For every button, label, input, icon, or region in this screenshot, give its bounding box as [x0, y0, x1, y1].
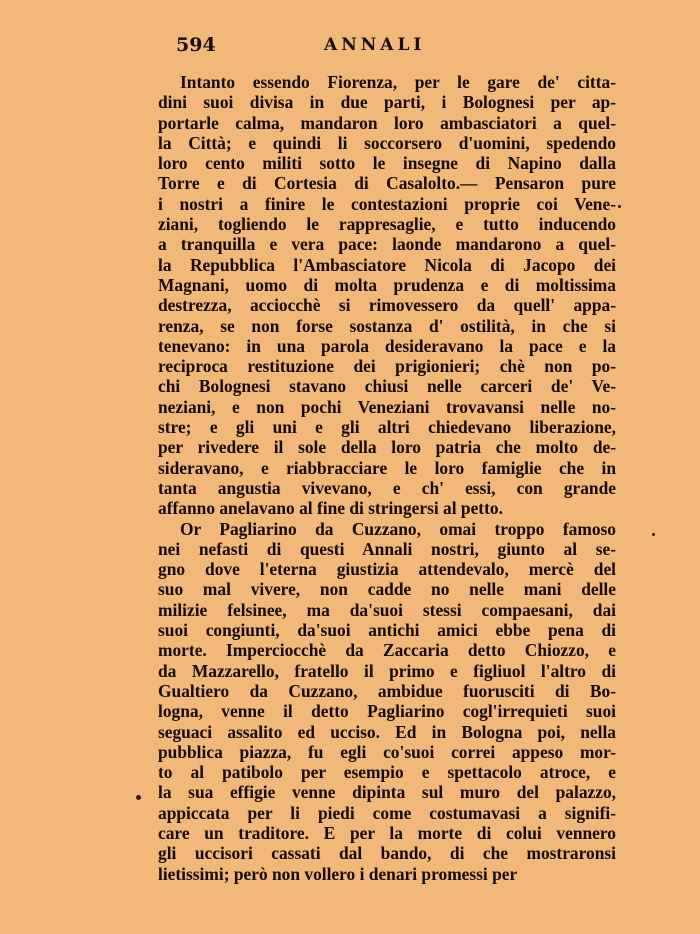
paragraph — [158, 72, 616, 519]
text-line: neziani, e non pochi Veneziani trovavansi nelle no- — [158, 396, 616, 417]
text-line: care un traditore. E per la morte di colui vennero — [158, 822, 616, 843]
text-line: dini suoi divisa in due parti, i Bolognesi per ap- — [158, 92, 616, 113]
page-number: 594 — [176, 34, 216, 56]
running-title: ANNALI — [324, 35, 426, 55]
text-line: renza, se non forse sostanza d' ostilità, in che si — [158, 315, 616, 336]
text-line: loro cento militi sotto le insegne di Napino dalla — [158, 153, 616, 174]
text-line: per rivedere il sole della loro patria che molto de- — [158, 437, 616, 458]
page-body-text — [158, 72, 616, 884]
text-line: destrezza, acciocchè si rimovessero da quell' appa- — [158, 295, 616, 316]
text-line: seguaci assalito ed ucciso. Ed in Bologna poi, nella — [158, 721, 616, 742]
text-line: reciproca restituzione dei prigionieri; chè non po- — [158, 356, 616, 377]
text-line: tenevano: in una parola desideravano la pace e la — [158, 335, 616, 356]
text-line: to al patibolo per esempio e spettacolo atroce, e — [158, 762, 616, 783]
text-line: chi Bolognesi stavano chiusi nelle carceri de' Ve- — [158, 376, 616, 397]
text-line: la Repubblica l'Ambasciatore Nicola di Jacopo dei — [158, 254, 616, 275]
text-line: appiccata per li piedi come costumavasi a signifi- — [158, 802, 616, 823]
text-line: stre; e gli uni e gli altri chiedevano liberazione, — [158, 417, 616, 438]
paragraph — [158, 519, 616, 884]
text-line: pubblica piazza, fu egli co'suoi correi appeso mor- — [158, 741, 616, 762]
text-line: lietissimi; però non vollero i denari promessi per — [158, 863, 518, 884]
paper-speck — [652, 533, 655, 536]
text-line: logna, venne il detto Pagliarino cogl'irrequieti suoi — [158, 701, 616, 722]
text-line: gli uccisori cassati dal bando, di che mostraronsi — [158, 843, 616, 864]
text-line: da Mazzarello, fratello il primo e figliuol l'altro di — [158, 660, 616, 681]
text-line: affanno anelavano al fine di stringersi al petto. — [158, 498, 503, 519]
text-line: i nostri a finire le contestazioni proprie coi Vene- — [158, 193, 616, 214]
page-header — [176, 34, 616, 64]
paper-speck — [136, 795, 141, 800]
text-line: nei nefasti di questi Annali nostri, giunto al se- — [158, 538, 616, 559]
text-line: Intanto essendo Fiorenza, per le gare de' citta- — [180, 72, 616, 92]
text-line: morte. Imperciocchè da Zaccaria detto Chiozzo, e — [158, 640, 616, 661]
text-line: suoi congiunti, da'suoi antichi amici ebbe pena di — [158, 620, 616, 641]
paper-speck — [618, 205, 621, 208]
text-line: portarle calma, mandaron loro ambasciatori a quel- — [158, 112, 616, 133]
text-line: Torre e di Cortesia di Casalolto.— Pensaron pure — [158, 173, 616, 194]
text-line: tanta angustia vivevano, e ch' essi, con grande — [158, 477, 616, 498]
text-line: ziani, togliendo le rappresaglie, e tutto inducendo — [158, 214, 616, 235]
text-line: a tranquilla e vera pace: laonde mandarono a quel- — [158, 234, 616, 255]
text-line: Gualtiero da Cuzzano, ambidue fuorusciti di Bo- — [158, 680, 616, 701]
text-line: Magnani, uomo di molta prudenza e di moltissima — [158, 274, 616, 295]
text-line: suo mal vivere, non cadde no nelle mani delle — [158, 579, 616, 600]
text-line: la Città; e quindi li soccorsero d'uomini, spedendo — [158, 132, 616, 153]
text-line: Or Pagliarino da Cuzzano, omai troppo famoso — [180, 518, 616, 539]
text-line: gno dove l'eterna giustizia attendevalo, mercè del — [158, 559, 616, 580]
text-line: milizie felsinee, ma da'suoi stessi compaesani, dai — [158, 599, 616, 620]
text-line: sideravano, e riabbracciare le loro famiglie che in — [158, 457, 616, 478]
text-line: la sua effigie venne dipinta sul muro del palazzo, — [158, 782, 616, 803]
